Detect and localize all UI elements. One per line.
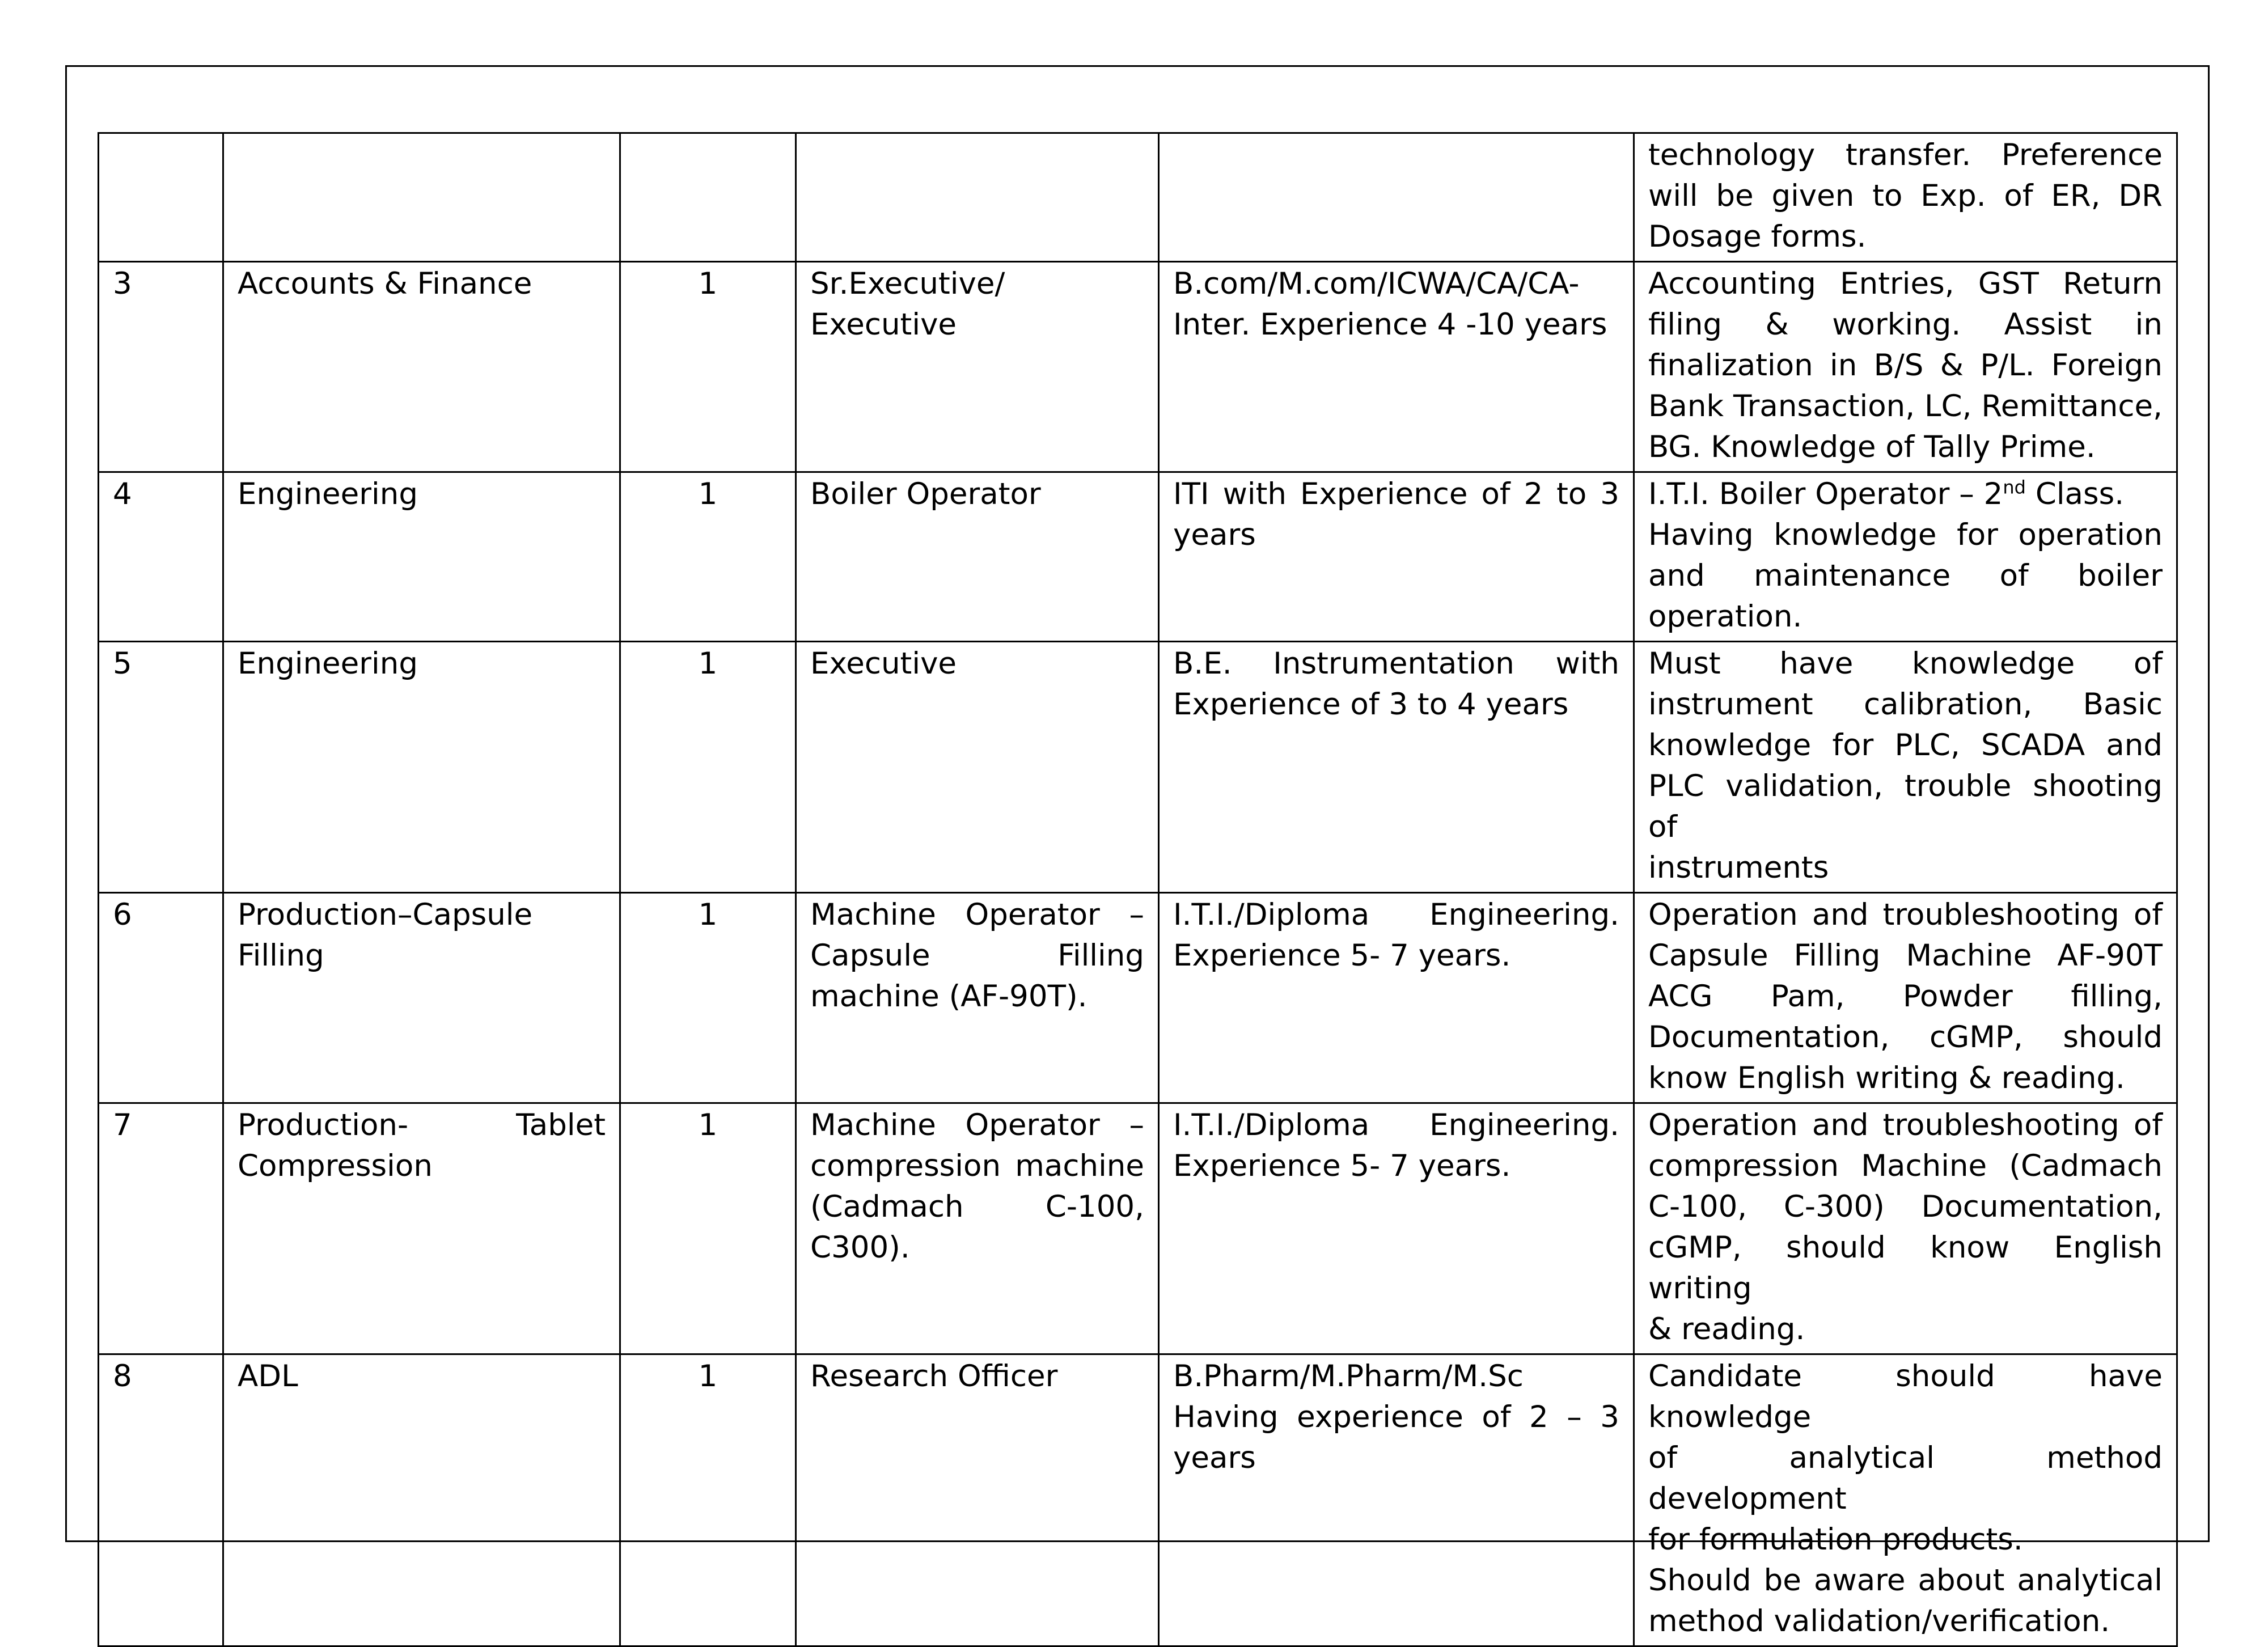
qualification-cell [1159,472,1634,642]
job-profile-line: Should be aware about analytical [1648,1563,2163,1598]
table-row [99,1103,2177,1354]
department-text: Accounts & Finance [238,266,532,301]
job-profile-line: Operation and troubleshooting of [1648,1108,2163,1142]
table-row [99,642,2177,893]
department-text: ADL [238,1359,298,1394]
designation-text: Executive [810,307,957,342]
department-cell [223,472,620,642]
job-profile-line: operation. [1648,599,1802,634]
job-profile-cell [1634,133,2177,262]
serial-number-cell: 6 [99,893,223,1103]
department-cell [223,133,620,262]
job-profile-line: PLC validation, trouble shooting of [1648,769,2163,844]
job-profile-line: will be given to Exp. of ER, DR [1648,179,2163,213]
job-profile-line: Must have knowledge of [1648,646,2163,681]
qualification-text: B.Pharm/M.Pharm/M.Sc [1173,1359,1524,1394]
qualification-text: ITI with Experience of 2 to 3 [1173,477,1619,511]
department-text: Production–Capsule [238,897,533,932]
qualification-text: B.E. Instrumentation with [1173,646,1619,681]
positions-cell: 1 [620,1103,796,1354]
table-row [99,262,2177,472]
qualification-text: Experience 5- 7 years. [1173,938,1511,973]
job-profile-line: finalization in B/S & P/L. Foreign [1648,348,2163,383]
job-profile-line: compression Machine (Cadmach [1648,1149,2163,1183]
job-profile-line: of analytical method development [1648,1441,2163,1516]
qualification-text: Having experience of 2 – 3 [1173,1400,1619,1434]
qualification-text: Experience 5- 7 years. [1173,1149,1511,1183]
job-profile-line: Capsule Filling Machine AF-90T [1648,938,2163,973]
department-text: Engineering [238,646,418,681]
serial-number-cell [99,133,223,262]
job-profile-line: Documentation, cGMP, should [1648,1020,2163,1055]
job-profile-cell [1634,642,2177,893]
job-profile-line: technology transfer. Preference [1648,138,2163,172]
designation-text: (Cadmach C-100, [810,1189,1144,1224]
positions-cell: 1 [620,262,796,472]
job-profile-line: ACG Pam, Powder filling, [1648,979,2163,1014]
qualification-cell [1159,893,1634,1103]
designation-text: Machine Operator – [810,1108,1144,1142]
table-row [99,1354,2177,1646]
designation-text: C300). [810,1230,910,1265]
designation-text: Executive [810,646,957,681]
department-cell [223,642,620,893]
designation-text: Boiler Operator [810,477,1041,511]
vacancy-table [98,132,2178,1647]
table-row [99,133,2177,262]
ordinal-suffix: nd [2003,476,2026,498]
designation-text: Capsule Filling [810,938,1144,973]
designation-cell [796,893,1159,1103]
qualification-text: years [1173,518,1256,552]
designation-text: compression machine [810,1149,1144,1183]
qualification-cell [1159,262,1634,472]
qualification-cell [1159,1103,1634,1354]
job-profile-line: and maintenance of boiler [1648,558,2163,593]
serial-number-cell: 7 [99,1103,223,1354]
job-profile-line: method validation/verification. [1648,1604,2110,1638]
job-profile-text: I.T.I. Boiler Operator – 2 [1648,477,2003,511]
designation-cell [796,1354,1159,1646]
job-profile-line: Dosage forms. [1648,219,1867,254]
positions-cell [620,133,796,262]
department-cell [223,1103,620,1354]
job-profile-line [1648,474,2163,515]
designation-cell [796,262,1159,472]
department-text: Compression [238,1149,433,1183]
positions-cell: 1 [620,472,796,642]
department-text: Engineering [238,477,418,511]
department-cell [223,262,620,472]
positions-cell: 1 [620,642,796,893]
designation-text: machine (AF-90T). [810,979,1088,1014]
serial-number-cell: 8 [99,1354,223,1646]
job-profile-line: BG. Knowledge of Tally Prime. [1648,430,2096,464]
qualification-cell [1159,642,1634,893]
qualification-cell [1159,133,1634,262]
serial-number-cell: 4 [99,472,223,642]
qualification-text: years [1173,1441,1256,1475]
department-text: Production- Tablet [238,1108,606,1142]
job-profile-line: cGMP, should know English writing [1648,1230,2163,1306]
designation-cell [796,1103,1159,1354]
job-profile-line: filing & working. Assist in [1648,307,2163,342]
serial-number-cell: 5 [99,642,223,893]
job-profile-line: instrument calibration, Basic [1648,687,2163,722]
job-profile-cell [1634,1354,2177,1646]
job-profile-line: C-100, C-300) Documentation, [1648,1189,2163,1224]
job-profile-line: Accounting Entries, GST Return [1648,266,2163,301]
job-profile-line: for formulation products. [1648,1522,2023,1557]
qualification-text: Experience of 3 to 4 years [1173,687,1569,722]
designation-cell [796,133,1159,262]
qualification-text: Inter. Experience 4 -10 years [1173,307,1607,342]
positions-cell: 1 [620,893,796,1103]
job-profile-line: & reading. [1648,1312,1805,1347]
job-profile-line: Operation and troubleshooting of [1648,897,2163,932]
job-profile-line: instruments [1648,850,1829,885]
serial-number-cell: 3 [99,262,223,472]
department-cell [223,1354,620,1646]
job-profile-line: know English writing & reading. [1648,1061,2125,1095]
qualification-text: I.T.I./Diploma Engineering. [1173,1108,1619,1142]
qualification-text: I.T.I./Diploma Engineering. [1173,897,1619,932]
table-row [99,893,2177,1103]
designation-cell [796,642,1159,893]
job-profile-line: Bank Transaction, LC, Remittance, [1648,389,2163,424]
table-row [99,472,2177,642]
department-text: Filling [238,938,324,973]
designation-text: Machine Operator – [810,897,1144,932]
job-profile-cell [1634,262,2177,472]
job-profile-line: knowledge for PLC, SCADA and [1648,728,2163,763]
job-profile-cell [1634,893,2177,1103]
job-profile-text: Class. [2025,477,2125,511]
designation-text: Research Officer [810,1359,1058,1394]
department-cell [223,893,620,1103]
job-profile-cell [1634,472,2177,642]
qualification-text: B.com/M.com/ICWA/CA/CA- [1173,266,1580,301]
positions-cell: 1 [620,1354,796,1646]
job-profile-line: Candidate should have knowledge [1648,1359,2163,1434]
designation-cell [796,472,1159,642]
job-profile-line: Having knowledge for operation [1648,518,2163,552]
qualification-cell [1159,1354,1634,1646]
job-profile-cell [1634,1103,2177,1354]
designation-text: Sr.Executive/ [810,266,1005,301]
